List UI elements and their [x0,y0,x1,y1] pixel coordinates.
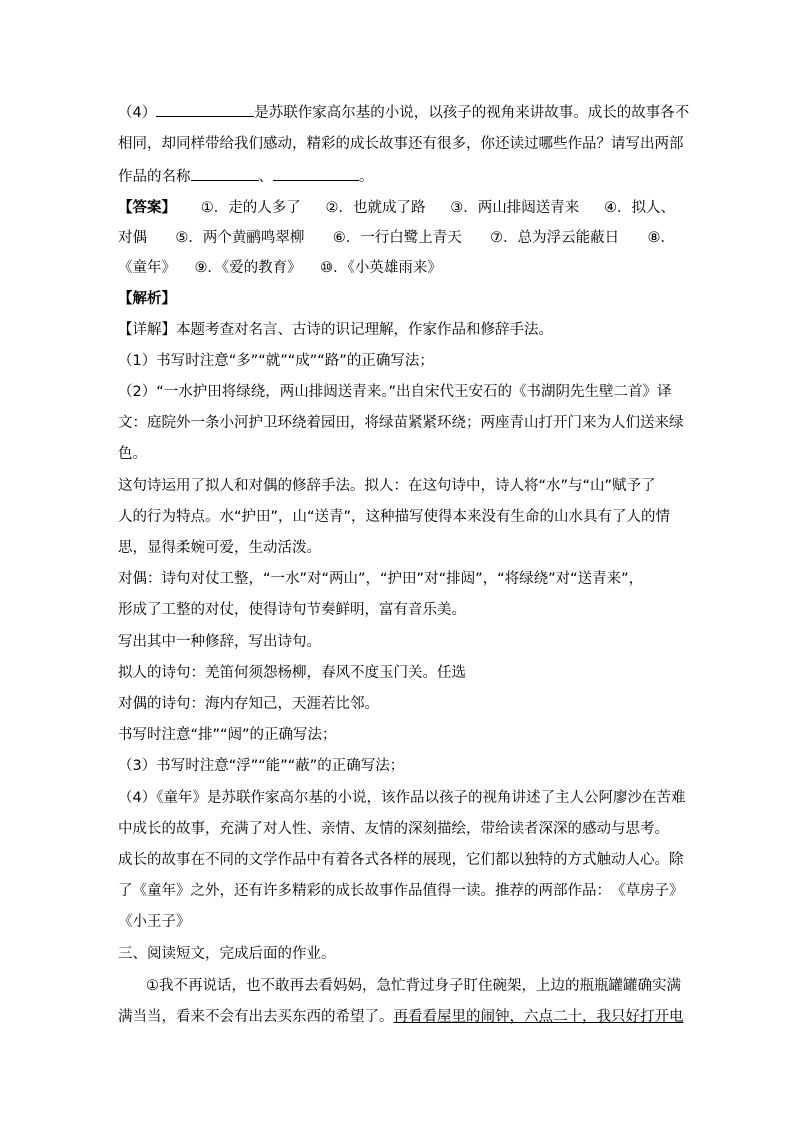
answer-item: ①．走的人多了 [200,200,301,216]
q4-text: 作品的名称 [118,169,191,185]
analysis-line: （3）书写时注意“浮”“能”“蔽”的正确写法； [118,758,405,774]
analysis-line: 中成长的故事，充满了对人性、亲情、友情的深刻描绘，带给读者深深的感动与思考。 [118,821,669,837]
analysis-label: 【解析】 [118,291,176,307]
analysis-line: 成长的故事在不同的文学作品中有着各式各样的展现，它们都以独特的方式触动人心。除 [118,852,684,868]
answer-item: 对偶 [118,230,147,246]
answer-item: ④．拟人、 [604,200,675,216]
analysis-line: 人的行为特点。水“护田”，山“送青”，这种描写使得本来没有生命的山水具有了人的情 [118,509,671,525]
answer-blank[interactable] [273,166,359,181]
analysis-line: 【详解】本题考查对名言、古诗的识记理解，作家作品和修辞手法。 [118,322,553,338]
answer-line-2 [118,228,675,248]
answer-item: ⑩．《小英雄雨来》 [320,260,442,276]
analysis-line: 写出其中一种修辞，写出诗句。 [118,634,321,650]
analysis-line: 拟人的诗句：羌笛何须怨杨柳，春风不度玉门关。任选 [118,665,466,681]
answer-blank[interactable] [156,102,254,117]
answer-blank[interactable] [191,166,259,181]
answer-item: 《童年》 [118,260,176,276]
passage-line-1: ①我不再说话，也不敢再去看妈妈，急忙背过身子盯住碗架，上边的瓶瓶罐罐确实满 [146,978,681,994]
passage-line-2 [118,1007,684,1027]
answer-item: ⑦．总为浮云能蔽日 [490,230,620,246]
analysis-line: （1）书写时注意“多”“就”“成”“路”的正确写法； [118,353,434,369]
analysis-line: 文：庭院外一条小河护卫环绕着园田，将绿苗紧紧环绕；两座青山打开门来为人们送来绿 [118,415,684,431]
answer-line-3 [118,258,442,278]
analysis-line: 对偶的诗句：海内存知己，天涯若比邻。 [118,696,379,712]
analysis-line: （2）“一水护田将绿绕，两山排闼送青来。”出自宋代王安石的《书湖阴先生壁二首》译 [118,384,672,400]
analysis-line: 形成了工整的对仗，使得诗句节奏鲜明，富有音乐美。 [118,602,466,618]
answer-item: ③．两山排闼送青来 [450,200,580,216]
separator: 、 [258,169,273,185]
q4-line-2: 相同，却同样带给我们感动，精彩的成长故事还有很多，你还读过哪些作品？请写出两部 [118,136,684,152]
answer-item: ⑧． [647,230,675,246]
q4-line-1 [118,102,689,123]
analysis-line: 思，显得柔婉可爱，生动活泼。 [118,540,321,556]
analysis-line: 《小王子》 [118,914,191,930]
answer-item: ⑥．一行白鹭上青天 [332,230,462,246]
answer-item: ②．也就成了路 [325,200,426,216]
q4-text: 是苏联作家高尔基的小说，以孩子的视角来讲故事。成长的故事各不 [254,105,690,121]
q4-number: （4） [118,105,157,121]
answer-line-1 [118,198,675,218]
answer-item: ⑨．《爱的教育》 [194,260,302,276]
q4-line-3 [118,166,374,187]
section-heading: 三、阅读短文，完成后面的作业。 [118,946,336,962]
analysis-line: 对偶：诗句对仗工整，“一水”对“两山”，“护田”对“排闼”，“将绿绕”对“送青来”， [118,571,644,587]
answer-label: 【答案】 [118,200,176,216]
period: 。 [359,169,374,185]
passage-text: 满当当，看来不会有出去买东西的希望了。 [118,1009,394,1025]
underlined-sentence: 再看看屋里的闹钟，六点二十，我只好打开电 [393,1009,684,1025]
analysis-line: 了《童年》之外，还有许多精彩的成长故事作品值得一读。推荐的两部作品： 《草房子》 [118,883,684,899]
analysis-line: 这句诗运用了拟人和对偶的修辞手法。拟人：在这句诗中，诗人将“水”与“山”赋予了 [118,478,656,494]
analysis-line: （4）《童年》是苏联作家高尔基的小说，该作品以孩子的视角讲述了主人公阿廖沙在苦难 [118,790,686,806]
analysis-line: 色。 [118,446,147,462]
analysis-line: 书写时注意“排”“闼”的正确写法； [118,727,337,743]
answer-item: ⑤．两个黄鹂鸣翠柳 [175,230,305,246]
